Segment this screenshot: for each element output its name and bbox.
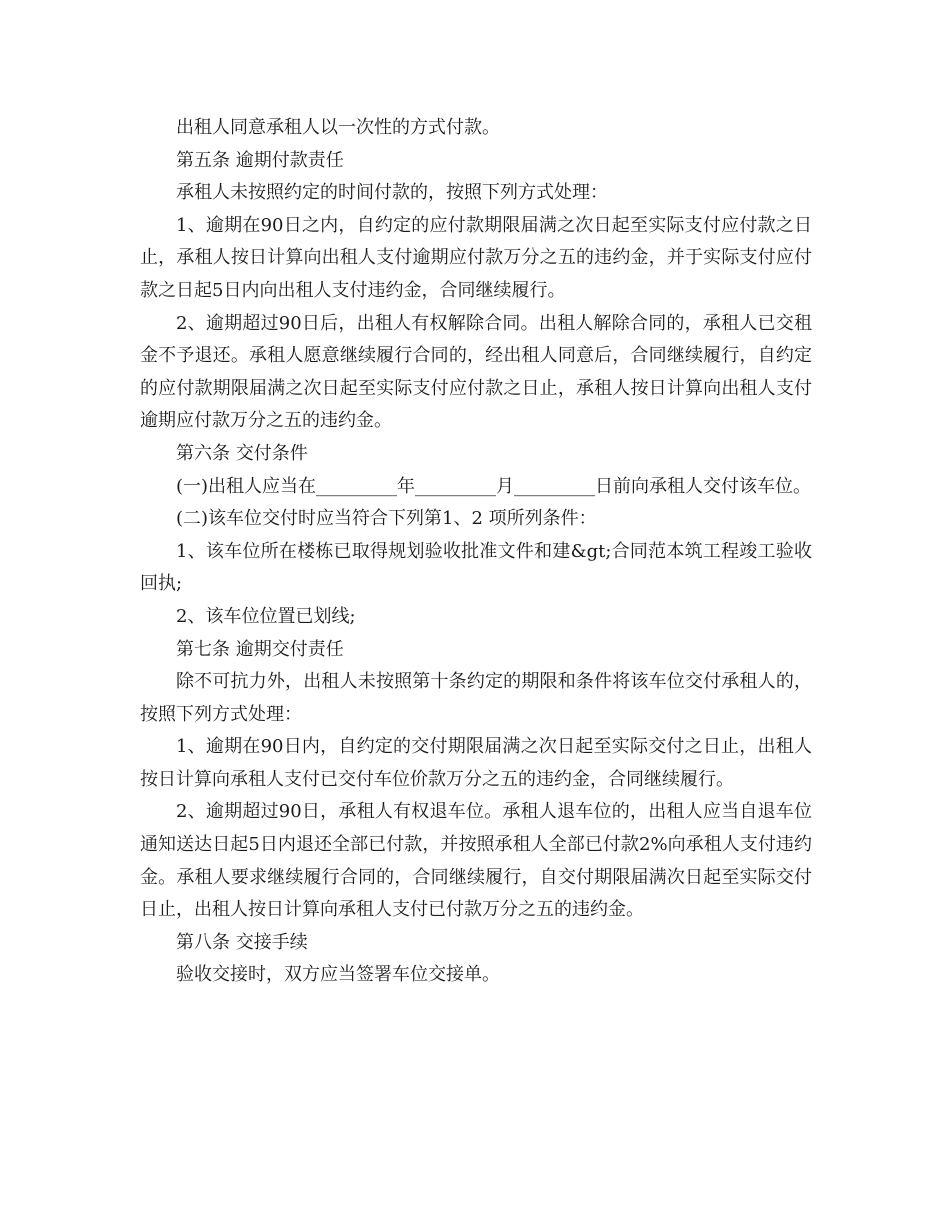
paragraph-late-delivery-intro: 除不可抗力外，出租人未按照第十条约定的期限和条件将该车位交付承租人的，按照下列方式处理： [140, 671, 812, 725]
paragraph-late-payment-2: 2、逾期超过90日后，出租人有权解除合同。出租人解除合同的，承租人已交租金不予退还。承租人愿意继续履行合同的，经出租人同意后，合同继续履行，自约定的应付款期限届满之次日起至实际支付应付款之日止，承租人按日计算向出租人支付逾期应付款万分之五的违约金。 [140, 312, 812, 432]
heading-article-7: 第七条 逾期交付责任 [176, 638, 344, 660]
paragraph-late-payment-intro: 承租人未按照约定的时间付款的，按照下列方式处理： [176, 182, 608, 204]
document-body [140, 112, 812, 992]
paragraph-condition-1: 1、该车位所在楼栋已取得规划验收批准文件和建&gt;合同范本筑工程竣工验收回执; [140, 540, 812, 595]
paragraph-delivery-date: (一)出租人应当在_________年_________月_________日前向承租人交付该车位。 [176, 475, 812, 497]
paragraph-payment-method: 出租人同意承租人以一次性的方式付款。 [176, 117, 500, 138]
paragraph-late-payment-1: 1、逾期在90日之内，自约定的应付款期限届满之次日起至实际支付应付款之日止，承租人按日计算向出租人支付逾期应付款万分之五的违约金，并于实际支付应付款之日起5日内向出租人支付违约金，合同继续履行。 [140, 214, 812, 301]
paragraph-late-delivery-1: 1、逾期在90日内，自约定的交付期限届满之次日起至实际交付之日止，出租人按日计算向承租人支付已交付车位价款万分之五的违约金，合同继续履行。 [140, 736, 812, 790]
paragraph-late-delivery-2: 2、逾期超过90日，承租人有权退车位。承租人退车位的，出租人应当自退车位通知送达日起5日内退还全部已付款，并按照承租人全部已付款2%向承租人支付违约金。承租人要求继续履行合同的，合同继续履行，自交付期限届满次日起至实际交付日止，出租人按日计算向承租人支付已付款万分之五的违约金。 [140, 801, 812, 921]
heading-article-6: 第六条 交付条件 [176, 442, 308, 464]
heading-article-5: 第五条 逾期付款责任 [176, 149, 344, 171]
heading-article-8: 第八条 交接手续 [176, 931, 308, 953]
paragraph-handover: 验收交接时，双方应当签署车位交接单。 [176, 964, 500, 986]
paragraph-delivery-conditions: (二)该车位交付时应当符合下列第1、2 项所列条件： [176, 508, 597, 530]
paragraph-condition-2: 2、该车位位置已划线; [176, 605, 356, 627]
